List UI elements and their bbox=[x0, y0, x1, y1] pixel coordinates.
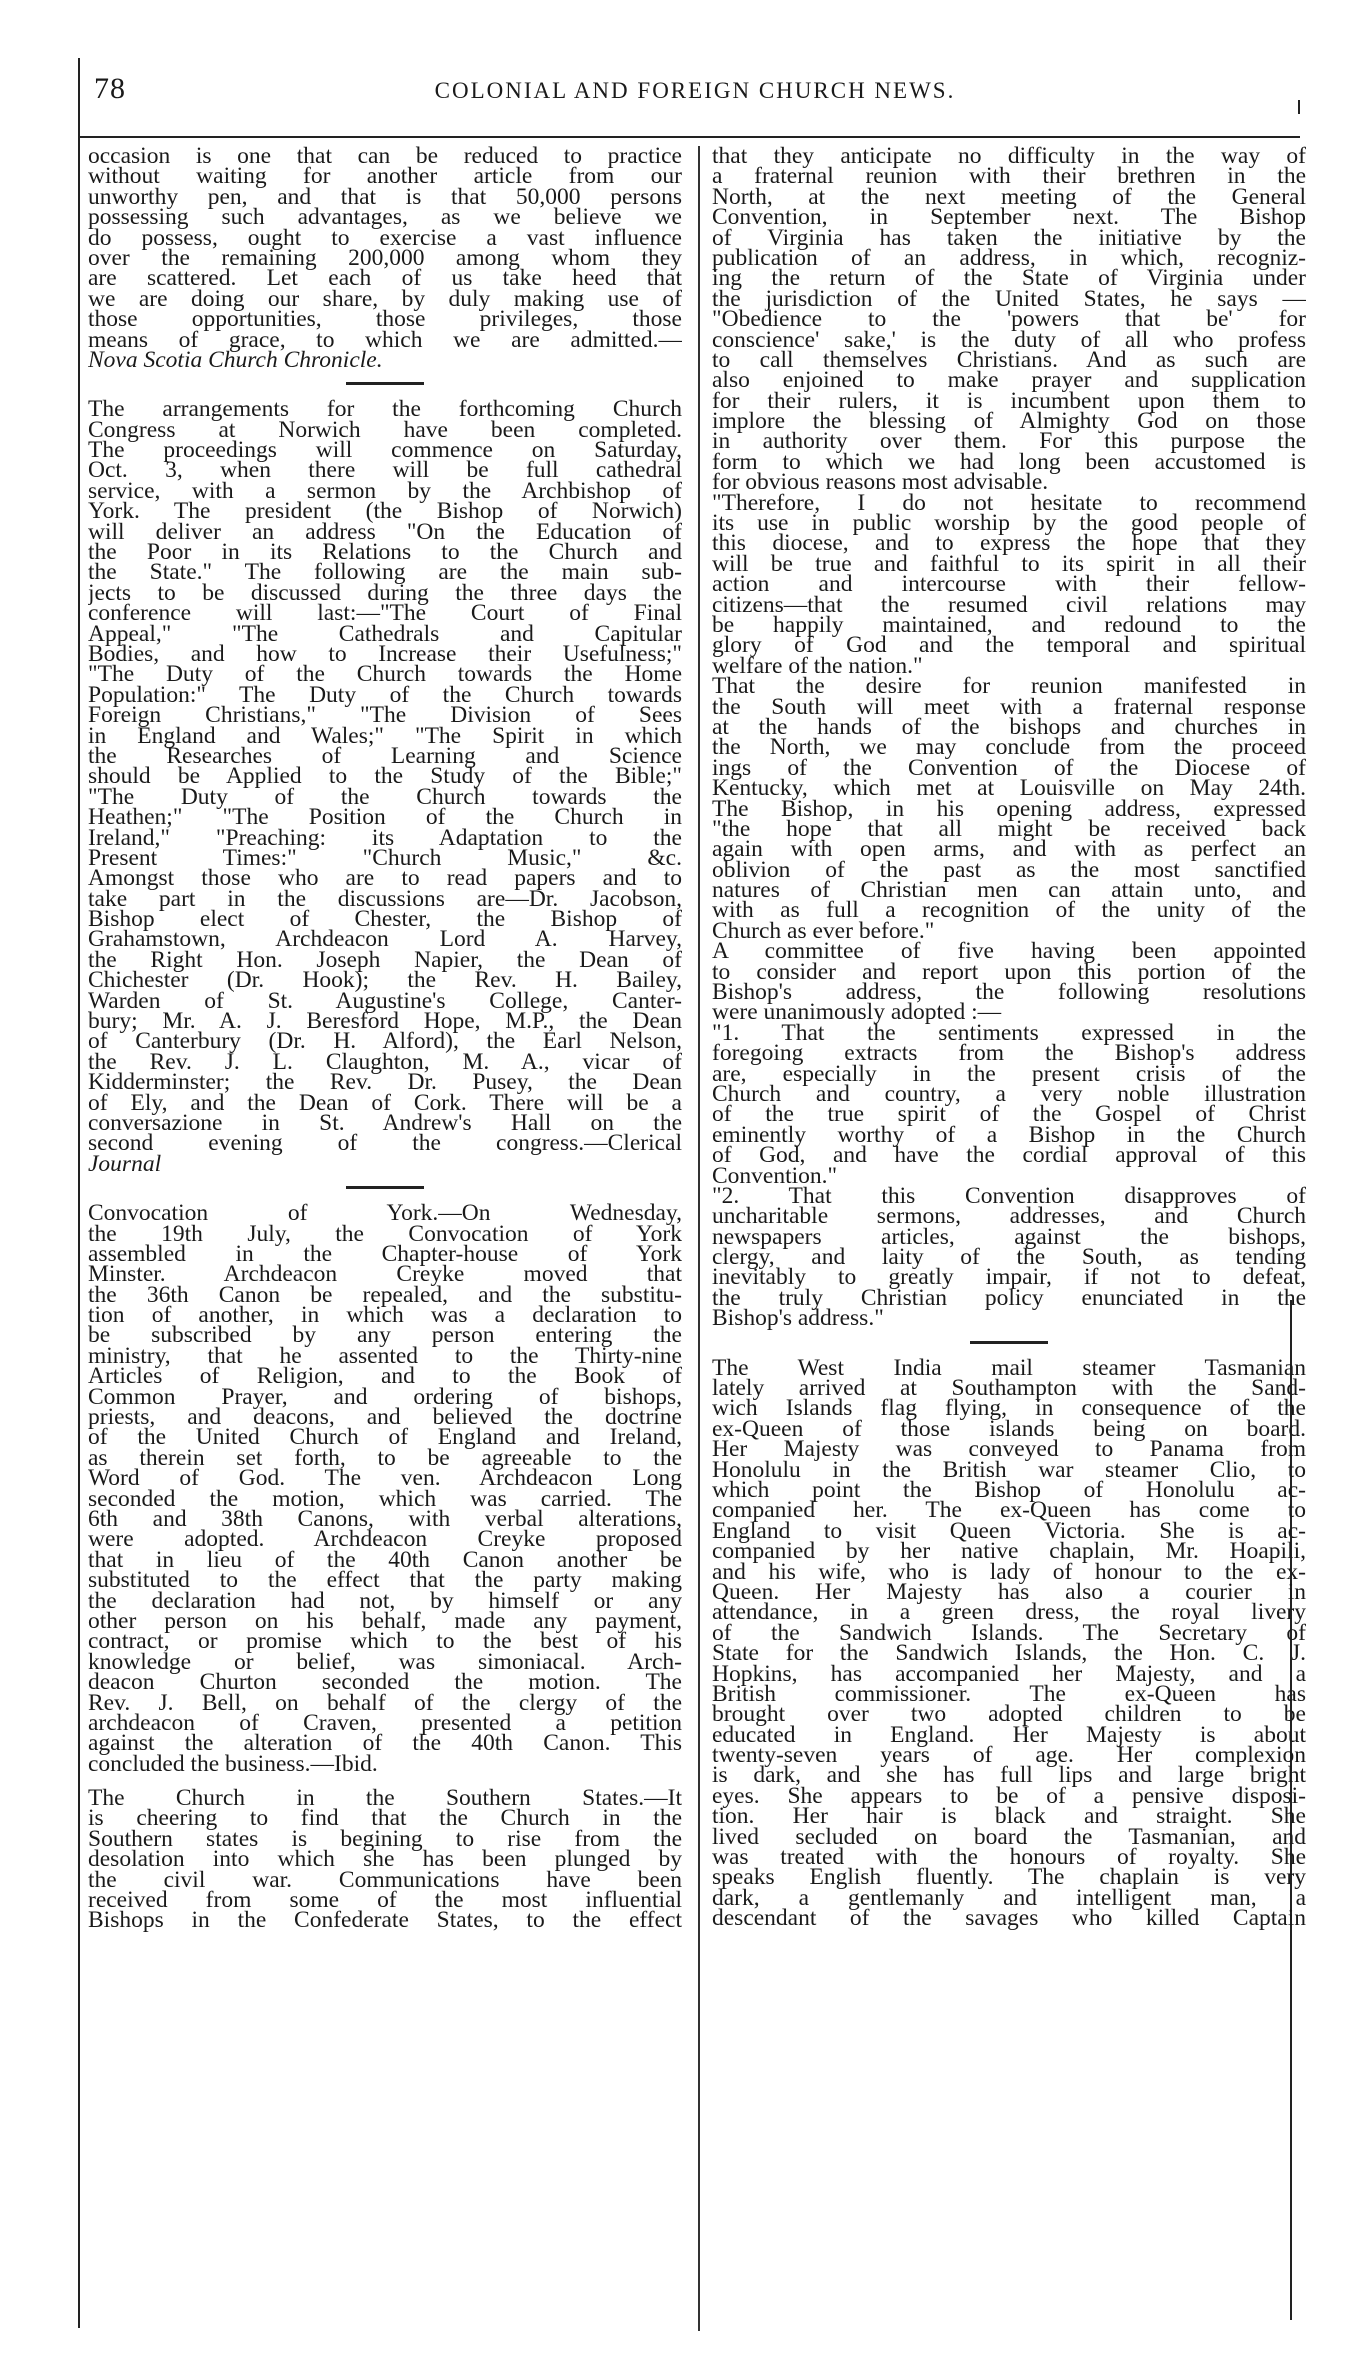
text-line: attendance, in a green dress, the royal livery bbox=[712, 1599, 1306, 1626]
text-line: we are doing our share, by duly making use of bbox=[88, 285, 682, 312]
text-line: Nova Scotia Church Chronicle. bbox=[88, 346, 383, 373]
text-line: do possess, ought to exercise a vast influence bbox=[88, 224, 682, 251]
text-line: That the desire for reunion manifested in bbox=[712, 673, 1306, 700]
text-line: England to visit Queen Victoria. She is ac- bbox=[712, 1517, 1306, 1544]
text-line: the Right Hon. Joseph Napier, the Dean of bbox=[88, 946, 682, 973]
text-line: Present Times:" "Church Music," &c. bbox=[88, 844, 682, 871]
text-line: Southern states is begining to rise from the bbox=[88, 1825, 682, 1852]
text-line: substituted to the effect that the party making bbox=[88, 1567, 682, 1594]
text-line: conference will last:—"The Court of Final bbox=[88, 600, 682, 627]
text-line: archdeacon of Craven, presented a petition bbox=[88, 1709, 682, 1736]
text-line: service, with a sermon by the Archbishop of bbox=[88, 477, 682, 504]
text-line: natures of Christian men can attain unto, and bbox=[712, 877, 1306, 904]
text-line: Hopkins, has accompanied her Majesty, and a bbox=[712, 1660, 1306, 1687]
text-line: desolation into which she has been plunged by bbox=[88, 1846, 682, 1873]
text-line: Minster. Archdeacon Creyke moved that bbox=[88, 1261, 682, 1288]
text-line: the South will meet with a fraternal response bbox=[712, 693, 1306, 720]
text-line: should be Applied to the Study of the Bible;" bbox=[88, 763, 682, 790]
text-line: be subscribed by any person entering the bbox=[88, 1322, 682, 1349]
text-line: of Virginia has taken the initiative by the bbox=[712, 224, 1306, 251]
text-line: means of grace, to which we are admitted.— bbox=[88, 326, 682, 353]
text-line: 6th and 38th Canons, with verbal alterations, bbox=[88, 1506, 682, 1532]
text-line: the State." The following are the main sub- bbox=[88, 559, 682, 586]
page-header bbox=[90, 72, 1300, 122]
text-line: Bishop elect of Chester, the Bishop of bbox=[88, 906, 682, 933]
text-line: companied by her native chaplain, Mr. Hoapili, bbox=[712, 1538, 1306, 1565]
text-line: educated in England. Her Majesty is about bbox=[712, 1721, 1306, 1748]
text-line: Honolulu in the British war steamer Clio, to bbox=[712, 1456, 1306, 1483]
column-separator bbox=[698, 146, 700, 2331]
text-line: Foreign Christians," "The Division of Sees bbox=[88, 702, 682, 729]
text-line: in authority over them. For this purpose the bbox=[712, 428, 1306, 455]
text-line: action and intercourse with their fellow- bbox=[712, 571, 1306, 598]
text-line: without waiting for another article from our bbox=[88, 163, 682, 190]
text-line: the Rev. J. L. Claughton, M. A., vicar of bbox=[88, 1048, 682, 1075]
text-line: North, at the next meeting of the General bbox=[712, 183, 1306, 210]
text-line: also enjoined to make prayer and supplication bbox=[712, 367, 1306, 394]
text-line: Bodies, and how to Increase their Usefulness;" bbox=[88, 640, 682, 667]
text-line: over the remaining 200,000 among whom they bbox=[88, 244, 682, 271]
text-line: Common Prayer, and ordering of bishops, bbox=[88, 1383, 682, 1410]
text-line: "Therefore, I do not hesitate to recommend bbox=[712, 489, 1306, 516]
text-line: a fraternal reunion with their brethren in the bbox=[712, 163, 1306, 190]
text-line: State for the Sandwich Islands, the Hon. C. J. bbox=[712, 1640, 1306, 1667]
text-line: Appeal," "The Cathedrals and Capitular bbox=[88, 620, 682, 647]
header-rule bbox=[78, 136, 1300, 138]
text-line: The West India mail steamer Tasmanian bbox=[712, 1354, 1306, 1381]
text-line: Heathen;" "The Position of the Church in bbox=[88, 804, 682, 831]
text-line: Chichester (Dr. Hook); the Rev. H. Bailey, bbox=[88, 967, 682, 994]
text-line: "the hope that all might be received back bbox=[712, 815, 1306, 842]
text-line: Kidderminster; the Rev. Dr. Pusey, the Dean bbox=[88, 1069, 682, 1096]
text-line: Rev. J. Bell, on behalf of the clergy of the bbox=[88, 1689, 682, 1716]
text-line: the 19th July, the Convocation of York bbox=[88, 1220, 682, 1247]
text-line: Congress at Norwich have been completed. bbox=[88, 416, 682, 443]
text-line: are scattered. Let each of us take heed that bbox=[88, 265, 682, 292]
text-line: form to which we had long been accustomed is bbox=[712, 448, 1306, 475]
text-line: were unanimously adopted :— bbox=[712, 999, 1002, 1026]
text-line: to call themselves Christians. And as such are bbox=[712, 346, 1306, 373]
text-line: those opportunities, those privileges, those bbox=[88, 306, 682, 333]
text-line: take part in the discussions are—Dr. Jacobson, bbox=[88, 885, 682, 912]
text-line: Bishop's address, the following resolutions bbox=[712, 979, 1306, 1006]
text-line: implore the blessing of Almighty God on those bbox=[712, 408, 1306, 435]
text-line: eyes. She appears to be of a pensive disposi- bbox=[712, 1782, 1306, 1809]
text-line: is cheering to find that the Church in the bbox=[88, 1805, 682, 1832]
text-line: of Canterbury (Dr. H. Alford), the Earl Nelson, bbox=[88, 1028, 682, 1055]
text-line: at the hands of the bishops and churches in bbox=[712, 713, 1306, 740]
article-separator bbox=[346, 1186, 424, 1189]
text-line: Convocation of York.—On Wednesday, bbox=[88, 1200, 682, 1227]
text-line: inevitably to greatly impair, if not to defeat, bbox=[712, 1264, 1306, 1291]
text-line: wich Islands flag flying, in consequence of the bbox=[712, 1395, 1306, 1422]
text-line: against the alteration of the 40th Canon. This bbox=[88, 1730, 682, 1757]
text-line: Oct. 3, when there will be full cathedral bbox=[88, 457, 682, 484]
text-line: were adopted. Archdeacon Creyke proposed bbox=[88, 1526, 682, 1553]
text-line: descendant of the savages who killed Captain bbox=[712, 1905, 1306, 1932]
text-line: Convention." bbox=[712, 1162, 838, 1189]
text-line: of the Sandwich Islands. The Secretary of bbox=[712, 1619, 1306, 1646]
text-line: Church as ever before." bbox=[712, 917, 935, 944]
text-line: publication of an address, in which, recogniz- bbox=[712, 244, 1306, 271]
text-line: "The Duty of the Church towards the Home bbox=[88, 661, 682, 688]
text-line: ings of the Convention of the Diocese of bbox=[712, 754, 1306, 781]
text-line: ministry, that he assented to the Thirty-nine bbox=[88, 1342, 682, 1369]
text-line: tion. Her hair is black and straight. She bbox=[712, 1803, 1306, 1830]
text-line: this diocese, and to express the hope that they bbox=[712, 530, 1306, 557]
text-line: brought over two adopted children to be bbox=[712, 1701, 1306, 1728]
text-line: assembled in the Chapter-house of York bbox=[88, 1240, 682, 1267]
text-line: that they anticipate no difficulty in the way of bbox=[712, 146, 1306, 169]
text-line: Journal bbox=[88, 1150, 162, 1177]
text-line: of God, and have the cordial approval of this bbox=[712, 1142, 1306, 1169]
text-line: will be true and faithful to its spirit in all their bbox=[712, 550, 1306, 577]
right-column bbox=[712, 146, 1306, 2346]
text-line: speaks English fluently. The chaplain is very bbox=[712, 1864, 1306, 1891]
text-line: possessing such advantages, as we believe we bbox=[88, 204, 682, 231]
text-line: the 36th Canon be repealed, and the substitu- bbox=[88, 1281, 682, 1308]
text-line: dark, a gentlemanly and intelligent man, a bbox=[712, 1884, 1306, 1911]
text-line: "Obedience to the 'powers that be' for bbox=[712, 306, 1306, 333]
text-line: uncharitable sermons, addresses, and Church bbox=[712, 1203, 1306, 1230]
text-line: received from some of the most influential bbox=[88, 1887, 682, 1914]
text-line: of the United Church of England and Ireland, bbox=[88, 1424, 682, 1451]
text-line: Grahamstown, Archdeacon Lord A. Harvey, bbox=[88, 926, 682, 953]
text-line: the jurisdiction of the United States, he says — bbox=[712, 285, 1306, 312]
page-number: 78 bbox=[94, 72, 126, 105]
text-line: conversazione in St. Andrew's Hall on the bbox=[88, 1109, 682, 1136]
text-line: in England and Wales;" "The Spirit in which bbox=[88, 722, 682, 749]
text-line: to consider and report upon this portion of the bbox=[712, 958, 1306, 985]
text-line: the Poor in its Relations to the Church and bbox=[88, 539, 682, 566]
text-line: and his wife, who is lady of honour to the ex- bbox=[712, 1558, 1306, 1585]
text-line: clergy, and laity of the South, as tending bbox=[712, 1244, 1306, 1271]
text-line: the civil war. Communications have been bbox=[88, 1866, 682, 1893]
text-line: welfare of the nation." bbox=[712, 652, 923, 679]
text-line: lived secluded on board the Tasmanian, and bbox=[712, 1823, 1306, 1850]
text-line: its use in public worship by the good people of bbox=[712, 510, 1306, 537]
text-line: "2. That this Convention disapproves of bbox=[712, 1182, 1306, 1209]
text-line: ex-Queen of those islands being on board. bbox=[712, 1415, 1306, 1442]
page-border-left bbox=[78, 58, 80, 2328]
text-line: Her Majesty was conveyed to Panama from bbox=[712, 1436, 1306, 1463]
text-line: for their rulers, it is incumbent upon them to bbox=[712, 387, 1306, 414]
text-line: foregoing extracts from the Bishop's address bbox=[712, 1040, 1306, 1067]
text-line: The Church in the Southern States.—It bbox=[88, 1785, 682, 1812]
text-line: A committee of five having been appointed bbox=[712, 938, 1306, 965]
text-line: the truly Christian policy enunciated in the bbox=[712, 1284, 1306, 1311]
text-line: The Bishop, in his opening address, expressed bbox=[712, 795, 1306, 822]
text-line: of the true spirit of the Gospel of Christ bbox=[712, 1101, 1306, 1128]
text-line: Articles of Religion, and to the Book of bbox=[88, 1363, 682, 1390]
text-line: Kentucky, which met at Louisville on May 24th. bbox=[712, 775, 1306, 802]
left-column bbox=[88, 146, 682, 2346]
text-line: that in lieu of the 40th Canon another be bbox=[88, 1546, 682, 1573]
text-line: the Researches of Learning and Science bbox=[88, 742, 682, 769]
text-line: Church and country, a very noble illustration bbox=[712, 1080, 1306, 1107]
text-line: tion of another, in which was a declaration to bbox=[88, 1302, 682, 1329]
text-line: with as full a recognition of the unity of the bbox=[712, 897, 1306, 924]
text-line: of Ely, and the Dean of Cork. There will be a bbox=[88, 1089, 682, 1116]
text-line: "1. That the sentiments expressed in the bbox=[712, 1019, 1306, 1046]
text-line: other person on his behalf, made any payment, bbox=[88, 1607, 682, 1634]
text-line: was treated with the honours of royalty. She bbox=[712, 1844, 1306, 1871]
text-line: Amongst those who are to read papers and to bbox=[88, 865, 682, 892]
text-line: companied her. The ex-Queen has come to bbox=[712, 1497, 1306, 1524]
text-line: priests, and deacons, and believed the doctrine bbox=[88, 1404, 682, 1431]
text-line: newspapers articles, against the bishops, bbox=[712, 1223, 1306, 1250]
article-separator bbox=[346, 382, 424, 385]
text-line: be happily maintained, and redound to the bbox=[712, 611, 1306, 638]
text-line: oblivion of the past as the most sanctified bbox=[712, 856, 1306, 883]
text-line: Convention, in September next. The Bishop bbox=[712, 204, 1306, 231]
text-line: "The Duty of the Church towards the bbox=[88, 783, 682, 810]
text-line: occasion is one that can be reduced to practice bbox=[88, 146, 682, 169]
text-line: jects to be discussed during the three days the bbox=[88, 579, 682, 606]
text-line: The proceedings will commence on Saturday, bbox=[88, 437, 682, 464]
text-line: British commissioner. The ex-Queen has bbox=[712, 1680, 1306, 1707]
text-line: citizens—that the resumed civil relations may bbox=[712, 591, 1306, 618]
text-line: eminently worthy of a Bishop in the Church bbox=[712, 1121, 1306, 1148]
text-line: again with open arms, and with as perfect an bbox=[712, 836, 1306, 863]
text-line: unworthy pen, and that is that 50,000 persons bbox=[88, 183, 682, 210]
text-line: which point the Bishop of Honolulu ac- bbox=[712, 1477, 1306, 1503]
text-line: ing the return of the State of Virginia under bbox=[712, 265, 1306, 292]
text-line: the declaration had not, by himself or any bbox=[88, 1587, 682, 1614]
text-line: deacon Churton seconded the motion. The bbox=[88, 1669, 682, 1696]
text-line: twenty-seven years of age. Her complexion bbox=[712, 1742, 1306, 1769]
running-title: COLONIAL AND FOREIGN CHURCH NEWS. bbox=[434, 78, 956, 103]
text-line: Bishop's address." bbox=[712, 1305, 884, 1332]
text-line: Queen. Her Majesty has also a courier in bbox=[712, 1578, 1306, 1605]
text-line: Bishops in the Confederate States, to the effect bbox=[88, 1907, 682, 1934]
text-line: concluded the business.—Ibid. bbox=[88, 1750, 378, 1777]
text-line: bury; Mr. A. J. Beresford Hope, M.P., the Dean bbox=[88, 1008, 682, 1035]
text-line: are, especially in the present crisis of the bbox=[712, 1060, 1306, 1087]
text-line: the North, we may conclude from the proceed bbox=[712, 734, 1306, 761]
text-line: will deliver an address "On the Education of bbox=[88, 518, 682, 545]
text-line: Word of God. The ven. Archdeacon Long bbox=[88, 1465, 682, 1492]
text-line: for obvious reasons most advisable. bbox=[712, 469, 1049, 496]
text-line: glory of God and the temporal and spiritual bbox=[712, 632, 1306, 659]
text-line: seconded the motion, which was carried. The bbox=[88, 1485, 682, 1512]
text-line: Warden of St. Augustine's College, Canter- bbox=[88, 987, 682, 1014]
text-line: York. The president (the Bishop of Norwich) bbox=[88, 498, 682, 525]
text-line: knowledge or belief, was simoniacal. Arch- bbox=[88, 1648, 682, 1675]
text-line: second evening of the congress.—Clerical bbox=[88, 1130, 682, 1157]
article-separator bbox=[970, 1341, 1048, 1344]
text-line: conscience' sake,' is the duty of all who profess bbox=[712, 326, 1306, 353]
text-line: Ireland," "Preaching: its Adaptation to the bbox=[88, 824, 682, 851]
text-line: The arrangements for the forthcoming Church bbox=[88, 396, 682, 423]
text-line: Population:" The Duty of the Church towards bbox=[88, 681, 682, 708]
text-line: as therein set forth, to be agreeable to the bbox=[88, 1444, 682, 1471]
text-line: contract, or promise which to the best of his bbox=[88, 1628, 682, 1655]
text-line: lately arrived at Southampton with the Sand- bbox=[712, 1375, 1306, 1402]
text-line: is dark, and she has full lips and large bright bbox=[712, 1762, 1306, 1789]
